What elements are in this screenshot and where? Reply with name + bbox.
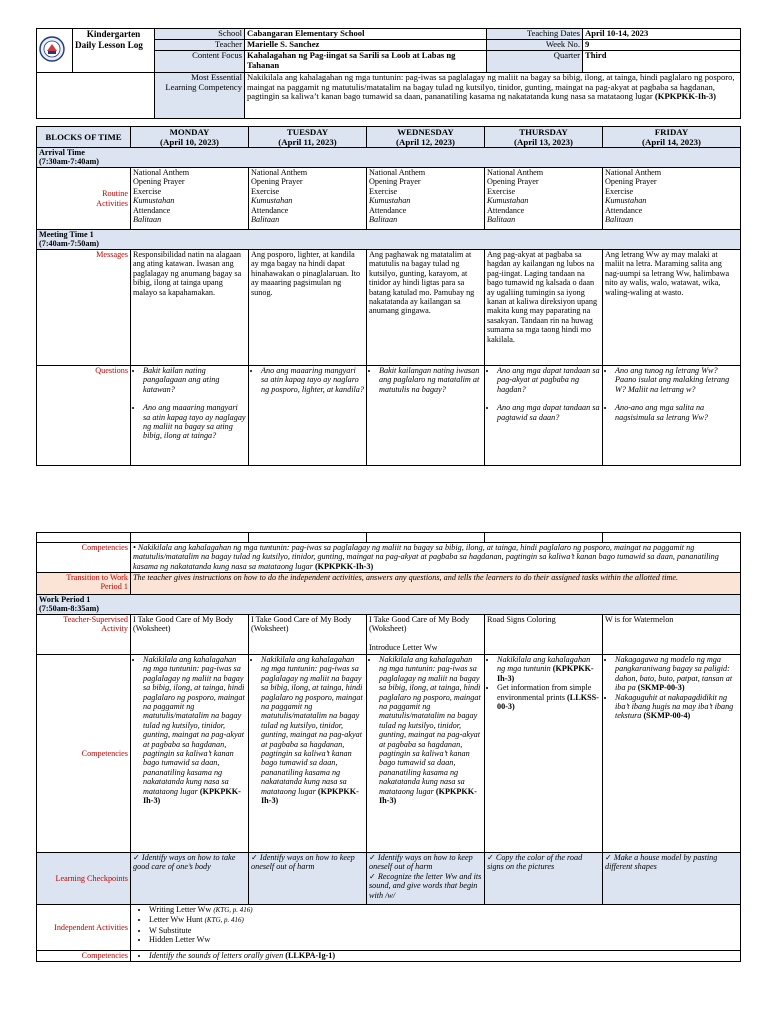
routine-item: Opening Prayer (133, 177, 185, 187)
routine-item: Balitaan (133, 215, 162, 225)
routine-item: Balitaan (487, 215, 516, 225)
routine-item: Balitaan (251, 215, 280, 225)
independent-label: Independent Activities (37, 905, 131, 951)
comp-thursday: • Nakikilala ang kahalagahan ng mga tuntunin (KPKPKK-Ih-3) • Get information from simple environmental prints (LLKSS-00-3) (485, 655, 603, 853)
routine-item: National Anthem (605, 168, 662, 177)
transition-label: Transition to Work Period 1 (37, 573, 131, 595)
routine-item: Exercise (369, 186, 398, 196)
tuesday-header: TUESDAY (April 11, 2023) (249, 127, 367, 148)
quarter-value: Third (583, 51, 741, 73)
routine-item: Exercise (133, 186, 162, 196)
teacher-label: Teacher (155, 40, 245, 51)
tsa-monday: I Take Good Care of My Body (Woksheet) (131, 615, 249, 655)
arrival-time-section: Arrival Time (7:30am-7:40am) (37, 148, 741, 168)
messages-label: Messages (37, 250, 131, 366)
routine-item: National Anthem (251, 168, 308, 177)
title-line-1: Kindergarten (86, 29, 141, 39)
thursday-header: THURSDAY (April 13, 2023) (485, 127, 603, 148)
competencies3-text: • Identify the sounds of letters orally given (LLKPA-Ig-1) (131, 951, 741, 962)
week-label: Week No. (487, 40, 583, 51)
questions-thursday: • Ano ang mga dapat tandaan sa pag-akyat at pagbaba ng hagdan? • Ano ang mga dapat tandaan sa pagtawid sa daan? (485, 366, 603, 466)
independent-activities: • Writing Letter Ww (KTG, p. 416) • Letter Ww Hunt (KTG, p. 416) • W Substitute • Hidden Letter Ww (131, 905, 741, 951)
content-value: Kahalagahan ng Pag-iingat sa Sarili sa Loob at Labas ng Tahanan (245, 51, 487, 73)
header-table (36, 28, 741, 119)
friday-header: FRIDAY (April 14, 2023) (603, 127, 741, 148)
routine-item: Attendance (251, 205, 289, 215)
deped-seal-icon (39, 36, 65, 62)
school-value: Cabangaran Elementary School (245, 29, 487, 40)
routine-item: Attendance (369, 205, 407, 215)
routine-item: Attendance (487, 205, 525, 215)
questions-monday: • Bakit kailan nating pangalagaan ang ating katawan? • Ano ang maaaring mangyari sa atin kapag tayo ay naglagay ng maliit na bagay sa ating bibig, ilong at tainga? (131, 366, 249, 466)
title-line-2: Daily Lesson Log (75, 39, 143, 50)
routine-item: Balitaan (605, 215, 634, 225)
routine-item: Attendance (605, 205, 643, 215)
mel-code: (KPKPKK-Ih-3) (654, 91, 717, 102)
tsa-tuesday: I Take Good Care of My Body (Woksheet) (249, 615, 367, 655)
cp-monday: ✓ Identify ways on how to take good care of one’s body (131, 853, 249, 905)
cp-tuesday: ✓ Identify ways on how to keep oneself out of harm (249, 853, 367, 905)
routine-item: National Anthem (133, 168, 190, 177)
deped-seal (37, 29, 73, 73)
routine-tuesday (249, 168, 367, 230)
message-tuesday: Ang posporo, lighter, at kandila ay mga bagay na hindi dapat hinahawakan o pinaglalaruan. Ito ay maaaring pagsimulan ng sunog. (249, 250, 367, 366)
quarter-label: Quarter (487, 51, 583, 73)
competencies3-label: Competencies (37, 951, 131, 962)
comp-tuesday: • Nakikilala ang kahalagahan ng mga tuntunin: pag-iwas sa paglalagay ng maliit na bagay sa bibig, ilong, at tainga, hindi paglalaro ng posporo, maingat na paggamit ng matutulis/matatalim na bagay tulad ng kutsilyo, tinidor, gunting, maingat na pag-akyat at pagbaba sa hagdanan, pagtingin sa kaliwa’t kanan bago tumawid sa daan, pananatiling kasama ng nakatatanda kung nasa sa matataong lugar (KPKPKK-Ih-3) (249, 655, 367, 853)
dates-label: Teaching Dates (487, 29, 583, 40)
wednesday-header: WEDNESDAY (April 12, 2023) (367, 127, 485, 148)
routine-item: Attendance (133, 205, 171, 215)
dates-value: April 10-14, 2023 (583, 29, 741, 40)
mel-label-2: Learning Competency (165, 81, 242, 92)
routine-item: Kumustahan (251, 196, 293, 206)
routine-item: Opening Prayer (605, 177, 657, 187)
routine-item: Exercise (605, 186, 634, 196)
cp-friday: ✓ Make a house model by pasting different shapes (603, 853, 741, 905)
monday-header: MONDAY (April 10, 2023) (131, 127, 249, 148)
routine-item: Kumustahan (369, 196, 411, 206)
routine-item: Kumustahan (605, 196, 647, 206)
tsa-thursday: Road Signs Coloring (485, 615, 603, 655)
mel-label-1: Most Essential (191, 72, 242, 82)
tsa-wednesday: I Take Good Care of My Body (Woksheet) Introduce Letter Ww (367, 615, 485, 655)
teacher-supervised-label: Teacher-Supervised Activity (37, 615, 131, 655)
routine-item: Exercise (251, 186, 280, 196)
competencies-text: • Nakikilala ang kahalagahan ng mga tuntunin: pag-iwas sa paglalagay ng maliit na bagay sa bibig, ilong, at tainga, hindi paglalaro ng posporo, maingat na paggamit ng matutulis/matatalim na bagay tulad ng kutsilyo, tinidor, gunting, maingat na pag-akyat at pagbaba sa hagdanan, pagtingin sa kaliwa’t kanan bago tumawid sa daan, pananatiling kasama ng nakatatanda kung nasa sa matataong lugar (KPKPKK-Ih-3) (131, 543, 741, 573)
routine-activities-label: Routine Activities (37, 168, 131, 230)
message-thursday: Ang pag-akyat at pagbaba sa hagdan ay kailangan ng lubos na pag-iingat. Laging tandaan na bago tumawid ng kalsada o daan ay ugaliing tumingin sa iyong kanan at kaliwa direksiyon upang makita kung may paparating na sasakyan. Tandaan rin na huwag sumama sa mga taong hindi mo kakilala. (485, 250, 603, 366)
routine-item: Opening Prayer (251, 177, 303, 187)
routine-item: Exercise (487, 186, 516, 196)
page1-table (36, 126, 741, 466)
routine-monday (131, 168, 249, 230)
routine-item: Kumustahan (133, 196, 175, 206)
routine-friday (603, 168, 741, 230)
cp-wednesday: ✓ Identify ways on how to keep oneself out of harm ✓ Recognize the letter Ww and its sound, and give words that begin with /w/ (367, 853, 485, 905)
week-value: 9 (583, 40, 741, 51)
questions-tuesday: • Ano ang maaaring mangyari sa atin kapag tayo ay naglaro ng posporo, lighter, at kandila? (249, 366, 367, 466)
routine-item: Balitaan (369, 215, 398, 225)
meeting-time-section: Meeting Time 1 (7:40am-7:50am) (37, 230, 741, 250)
mel-cell (245, 73, 741, 119)
competencies2-label: Competencies (37, 655, 131, 853)
tsa-friday: W is for Watermelon (603, 615, 741, 655)
message-wednesday: Ang paghawak ng matatalim at matutulis na bagay tulad ng kutsilyo, gunting, karayom, at tinidor ay hindi ligtas para sa batang katulad mo. Pamubay ng nakatatanda ay kailangan sa anumang gingawa. (367, 250, 485, 366)
checkpoints-label: Learning Checkpoints (37, 853, 131, 905)
work-period-section: Work Period 1 (7:50am-8:35am) (37, 595, 741, 615)
competencies-label: Competencies (37, 543, 131, 573)
message-monday: Responsibilidad natin na alagaan ang ating katawan. Iwasan ang paglalagay ng anumang bagay sa bibig, ilong at tainga upang malayo sa kapahamakan. (131, 250, 249, 366)
questions-label: Questions (37, 366, 131, 466)
questions-friday: • Ano ang tunog ng letrang Ww?Paano isulat ang malaking letrang W? Maliit na letrang w? • Ano-ano ang mga salita na nagsisimula sa letrang Ww? (603, 366, 741, 466)
routine-item: National Anthem (369, 168, 426, 177)
questions-wednesday: • Bakit kailangan nating iwasan ang paglalaro ng matatalim at matutulis na bagay? (367, 366, 485, 466)
page2-table (36, 532, 741, 962)
comp-monday: • Nakikilala ang kahalagahan ng mga tuntunin: pag-iwas sa paglalagay ng maliit na bagay sa bibig, ilong, at tainga, hindi paglalaro ng posporo, maingat na paggamit ng matutulis/matatalim na bagay tulad ng kutsilyo, tinidor, gunting, maingat na pag-akyat at pagbaba sa hagdanan, pagtingin sa kaliwa’t kanan bago tumawid sa daan, pananatiling kasama ng nakatatanda kung nasa sa matataong lugar (KPKPKK-Ih-3) (131, 655, 249, 853)
routine-wednesday (367, 168, 485, 230)
routine-item: Opening Prayer (369, 177, 421, 187)
mel-text: Nakikilala ang kahalagahan ng mga tuntunin: pag-iwas sa paglalagay ng maliit na bagay sa bibig, ilong, at tainga, hindi paglalaro ng posporo, maingat na paggamit ng matutulis/matatalim na bagay tulad ng kutsilyo, tinidor, gunting, maingat na pag-akyat at pagbaba sa hagdanan, pagtingin sa kaliwa’t kanan bago tumawid sa daan, pananatiling kasama ng nakatatanda kung nasa sa matataong lugar (247, 72, 735, 102)
routine-item: Kumustahan (487, 196, 529, 206)
blocks-of-time-header: BLOCKS OF TIME (37, 127, 131, 148)
routine-thursday (485, 168, 603, 230)
routine-item: Opening Prayer (487, 177, 539, 187)
routine-item: National Anthem (487, 168, 544, 177)
content-label: Content Focus (155, 51, 245, 73)
comp-friday: • Nakagagawa ng modelo ng mga pangkaraniwang bagay sa paligid: dahon, bato, buto, patpat, tansan at iba pa (SKMP-00-3) • Nakaguguhit at nakapagdidikit ng iba’t ibang hugis na may iba’t ibang tekstura (SKMP-00-4) (603, 655, 741, 853)
cp-thursday: ✓ Copy the color of the road signs on the pictures (485, 853, 603, 905)
transition-text: The teacher gives instructions on how to do the independent activities, answers any questions, and tells the learners to do their assigned tasks within the allotted time. (131, 573, 741, 595)
school-label: School (155, 29, 245, 40)
comp-wednesday: • Nakikilala ang kahalagahan ng mga tuntunin: pag-iwas sa paglalagay ng maliit na bagay sa bibig, ilong, at tainga, hindi paglalaro ng posporo, maingat na paggamit ng matutulis/matatalim na bagay tulad ng kutsilyo, tinidor, gunting, maingat na pag-akyat at pagbaba sa hagdanan, pagtingin sa kaliwa’t kanan bago tumawid sa daan, pananatiling kasama ng nakatatanda kung nasa sa matataong lugar (KPKPKK-Ih-3) (367, 655, 485, 853)
teacher-value: Marielle S. Sanchez (245, 40, 487, 51)
message-friday: Ang letrang Ww ay may malaki at maliit na letra. Maraming salita ang nag-uumpi sa letrang Ww, halimbawa nito ay walis, walo, watawat, wika, waling-waling at wasto. (603, 250, 741, 366)
